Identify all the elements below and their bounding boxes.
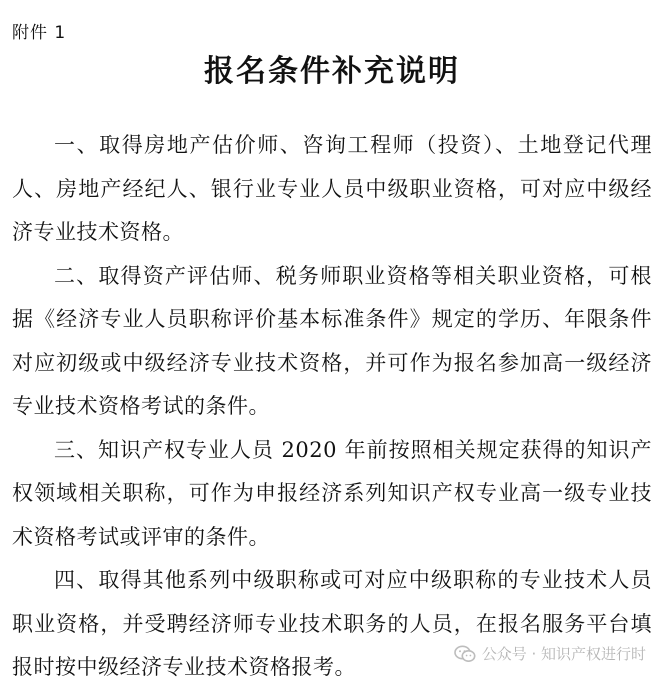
watermark-text: 公众号 · 知识产权进行时 — [481, 645, 646, 663]
document-body — [12, 124, 652, 690]
document-title: 报名条件补充说明 — [204, 54, 460, 89]
watermark — [450, 641, 650, 666]
paragraph-2: 二、取得资产评估师、税务师职业资格等相关职业资格，可根据《经济专业人员职称评价基本标准条件》规定的学历、年限条件对应初级或中级经济专业技术资格，并可作为报名参加高一级经济专业技术资格考试的条件。 — [12, 263, 652, 418]
paragraph-4: 四、取得其他系列中级职称或可对应中级职称的专业技术人员职业资格，并受聘经济师专业技术职务的人员，在报名服务平台填报时按中级经济专业技术资格报考。 — [12, 568, 652, 679]
wechat-icon — [454, 645, 476, 663]
attachment-label: 附件 1 — [12, 23, 67, 43]
paragraph-1: 一、取得房地产估价师、咨询工程师（投资）、土地登记代理人、房地产经纪人、银行业专业人员中级职业资格，可对应中级经济专业技术资格。 — [12, 133, 652, 244]
paragraph-3: 三、知识产权专业人员 2020 年前按照相关规定获得的知识产权领域相关职称，可作为申报经济系列知识产权专业高一级专业技术资格考试或评审的条件。 — [12, 437, 652, 549]
